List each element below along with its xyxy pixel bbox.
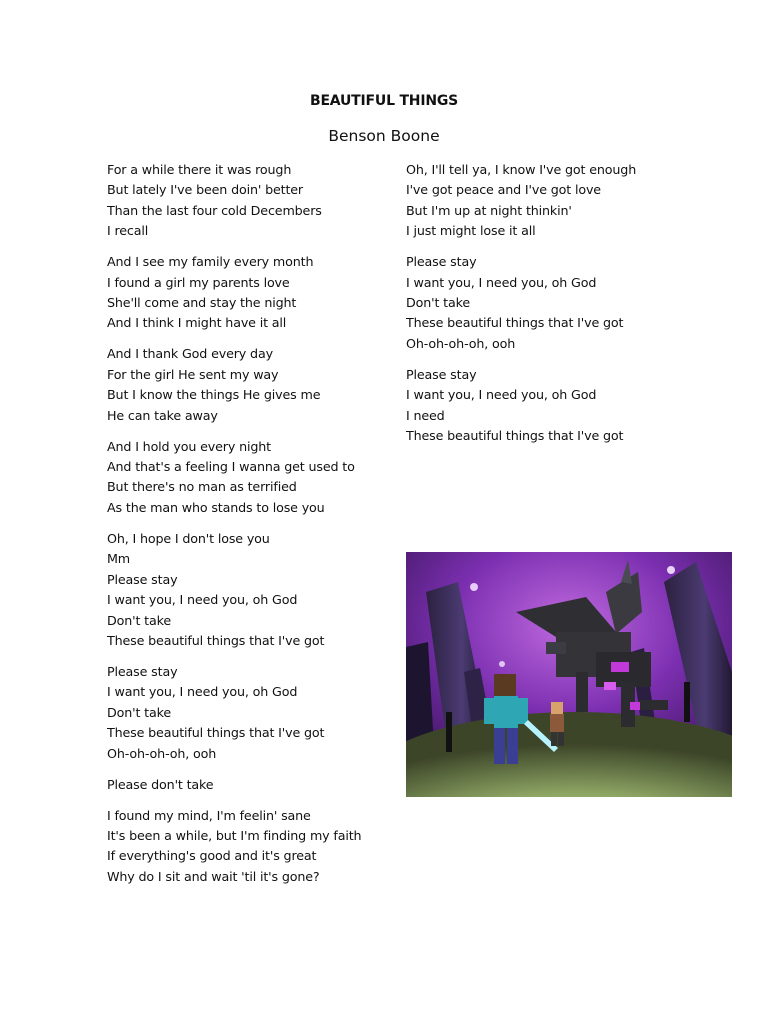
lyric-line: These beautiful things that I've got — [406, 428, 624, 444]
lyric-line: I recall — [107, 223, 149, 239]
lyric-line: These beautiful things that I've got — [406, 315, 624, 331]
lyric-line: Mm — [107, 551, 131, 567]
left-stanza — [107, 437, 397, 519]
left-stanza — [107, 344, 397, 426]
left-stanza — [107, 252, 397, 334]
left-stanza — [107, 160, 397, 242]
lyric-line: And I hold you every night — [107, 438, 271, 454]
lyric-line: I want you, I need you, oh God — [107, 592, 298, 608]
left-stanza — [107, 775, 397, 795]
right-stanza — [406, 160, 706, 242]
lyric-line: As the man who stands to lose you — [107, 499, 325, 515]
lyric-line: But lately I've been doin' better — [107, 182, 303, 198]
lyric-line: Please stay — [406, 366, 477, 382]
right-stanza — [406, 252, 706, 354]
lyric-line: These beautiful things that I've got — [107, 632, 325, 648]
lyric-line: These beautiful things that I've got — [107, 725, 325, 741]
song-title: BEAUTIFUL THINGS — [309, 93, 459, 109]
artist-name: Benson Boone — [328, 127, 440, 145]
lyric-line: And I see my family every month — [107, 254, 314, 270]
lyrics-right-column — [406, 160, 706, 457]
lyric-line: For the girl He sent my way — [107, 366, 279, 382]
lyric-line: For a while there it was rough — [107, 162, 292, 177]
lyric-line: But I'm up at night thinkin' — [406, 202, 572, 218]
lyrics-left-column — [107, 160, 397, 898]
lyric-line: Why do I sit and wait 'til it's gone? — [107, 868, 320, 884]
lyric-line: I found my mind, I'm feelin' sane — [107, 807, 311, 823]
lyric-line: I need — [406, 407, 445, 423]
lyric-line: I want you, I need you, oh God — [107, 684, 298, 700]
lyric-line: Oh-oh-oh-oh, ooh — [107, 745, 217, 761]
lyric-line: But there's no man as terrified — [107, 479, 297, 495]
lyric-line: Please stay — [406, 254, 477, 270]
lyric-line: I found a girl my parents love — [107, 274, 290, 290]
right-stanza — [406, 365, 706, 447]
enderman-icon — [446, 712, 452, 752]
lyric-line: Don't take — [107, 704, 172, 720]
lyric-line: Oh, I'll tell ya, I know I've got enough — [406, 162, 637, 177]
lyric-line: Don't take — [406, 295, 471, 311]
companion-character-icon — [550, 702, 564, 746]
minecraft-ender-dragon-illustration — [406, 552, 732, 797]
lyric-line: She'll come and stay the night — [107, 295, 297, 311]
lyric-line: He can take away — [107, 407, 218, 423]
lyric-line: And I thank God every day — [107, 346, 273, 362]
lyric-line: I want you, I need you, oh God — [406, 274, 597, 290]
lyric-line: But I know the things He gives me — [107, 387, 321, 403]
lyric-line: And I think I might have it all — [107, 315, 287, 331]
left-stanza — [107, 662, 397, 764]
lyric-line: And that's a feeling I wanna get used to — [107, 459, 355, 475]
lyric-line: I just might lose it all — [406, 223, 536, 239]
lyric-line: Please stay — [107, 663, 178, 679]
lyric-line: Please stay — [107, 571, 178, 587]
lyric-line: I want you, I need you, oh God — [406, 387, 597, 403]
lyric-line: It's been a while, but I'm finding my faith — [107, 827, 362, 843]
lyric-line: Than the last four cold Decembers — [107, 202, 322, 218]
lyric-line: Don't take — [107, 612, 172, 628]
enderman-icon — [684, 682, 690, 722]
left-stanza — [107, 806, 397, 888]
lyric-line: Oh, I hope I don't lose you — [107, 530, 270, 546]
lyric-line: Please don't take — [107, 776, 214, 792]
lyric-line: Oh-oh-oh-oh, ooh — [406, 335, 516, 351]
left-stanza — [107, 529, 397, 651]
lyric-line: If everything's good and it's great — [107, 848, 317, 864]
lyric-line: I've got peace and I've got love — [406, 182, 601, 198]
